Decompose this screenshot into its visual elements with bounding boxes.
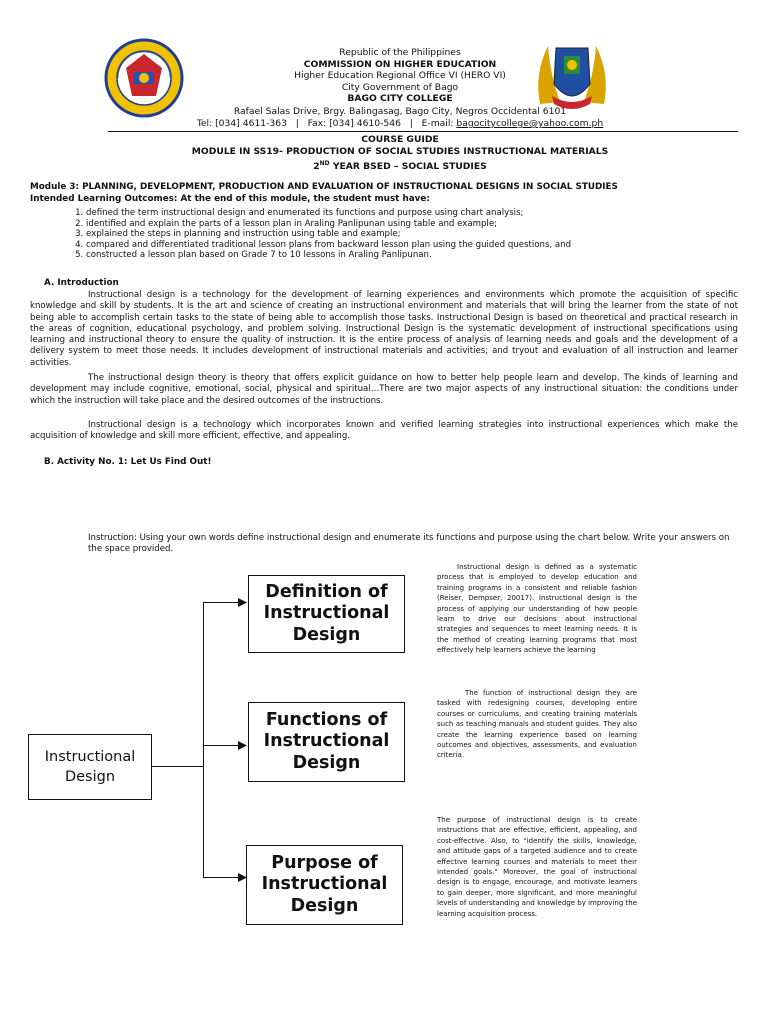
year-number: 2 bbox=[313, 160, 320, 172]
header-city-gov: City Government of Bago bbox=[341, 81, 459, 93]
header-ched: COMMISSION ON HIGHER EDUCATION bbox=[303, 58, 497, 70]
header-address: Rafael Salas Drive, Brgy. Balingasag, Bago City, Negros Occidental 6101 bbox=[233, 106, 567, 117]
section-b-heading: B. Activity No. 1: Let Us Find Out! bbox=[44, 457, 212, 467]
header-divider bbox=[108, 131, 738, 132]
intro-paragraph-3: Instructional design is a technology which incorporates known and verified learning strategies into instructional experiences which make the acquisition of knowledge and skill more efficient, effective, and appealing. bbox=[30, 420, 738, 442]
connector-root-horizontal bbox=[152, 766, 204, 767]
email-link[interactable]: bagocitycollege@yahoo.com.ph bbox=[456, 118, 604, 129]
contact-numbers: Tel: [034] 4611-363 | Fax: [034] 4610-546 | E-mail: bbox=[196, 118, 457, 129]
module-title: MODULE IN SS19- PRODUCTION OF SOCIAL STUDIES INSTRUCTIONAL MATERIALS bbox=[191, 146, 609, 157]
root-box-label: Instructional Design bbox=[44, 749, 136, 785]
outcome-item: 3. explained the steps in planning and instruction using table and example; bbox=[86, 229, 746, 240]
intro-paragraph-2: The instructional design theory is theory that offers explicit guidance on how to better help people learn and develop. The kinds of learning and development may include cognitive, emotional, social, physical and spiritual…There are two major aspects of any instructional situation: the conditions under which the instruction will take place and the desired outcomes of the instructions. bbox=[30, 373, 738, 406]
year-suffix: ND bbox=[319, 159, 330, 167]
root-box-instructional-design bbox=[28, 734, 152, 800]
header-college: BAGO CITY COLLEGE bbox=[347, 93, 453, 104]
header-contact bbox=[120, 118, 680, 130]
intro-paragraph-1: Instructional design is a technology for the development of learning experiences and environments which promote the acquisition of specific knowledge and skill by students. It is the art and science of creating an instructional environment and materials that will bring the learner from the state of not being able to accomplish certain tasks to the state of being able to accomplish those tasks. Instructional Design is based on theoretical and practical research in the areas of cognition, educational psychology, and problem solving. Instructional Design is the systematic development of instructional specifications using learning and instructional theory to ensure the quality of instruction. It is the entire process of analysis of learning needs and goals and the development of a delivery system to meet those needs. It includes development of instructional materials and activities; and tryout and evaluation of all instruction and learner activities. bbox=[30, 290, 738, 368]
arrowhead-icon bbox=[238, 741, 248, 750]
box-definition-label: Definition of Instructional Design bbox=[263, 581, 390, 645]
box-purpose-label: Purpose of Instructional Design bbox=[261, 852, 388, 916]
year-level bbox=[150, 158, 650, 173]
connector-to-box3 bbox=[203, 877, 241, 878]
outcome-item: 2. identified and explain the parts of a lesson plan in Araling Panlipunan using table and example; bbox=[86, 219, 746, 230]
connector-to-box2 bbox=[203, 745, 241, 746]
header-hero: Higher Education Regional Office VI (HERO VI) bbox=[294, 70, 506, 81]
answer-definition: Instructional design is defined as a systematic process that is employed to develop education and training programs in a consistent and reliable fashion (Reiser, Dempser, 20017). Instructional design is the process of applying our understanding of how people learn to drive our decisions about instructional strategies and sequences to meet learning needs. It is the method of creating learning programs that most effectively help learners achieve the learning bbox=[437, 563, 637, 655]
box-purpose bbox=[246, 845, 403, 925]
box-functions-label: Functions of Instructional Design bbox=[263, 709, 390, 773]
outcome-item: 4. compared and differentiated traditional lesson plans from backward lesson plan using the guided questions, and bbox=[86, 240, 746, 251]
year-program: YEAR BSED – SOCIAL STUDIES bbox=[329, 160, 487, 172]
box-functions bbox=[248, 702, 405, 782]
outcomes-heading: Intended Learning Outcomes: At the end of this module, the student must have: bbox=[30, 194, 430, 204]
learning-outcomes-list bbox=[58, 208, 746, 261]
answer-functions: The function of instructional design they are tasked with redesigning courses, developing entire courses or curriculums, and creating training materials such as teaching manuals and student guides. They also create the learning experience based on learning outcomes and objectives, assessments, and evaluation criteria. bbox=[437, 689, 637, 760]
answer-purpose: The purpose of instructional design is to create instructions that are effective, efficient, appealing, and cost-effective. Also, to "identify the skills, knowledge, and attitude gaps of a targeted audience and to create effective learning courses and materials to meet their intended goals." Moreover, the goal of instructional design is to engage, encourage, and motivate learners to gain deeper, more significant, and more meaningful levels of understanding and knowledge by improving the learning acquisition process. bbox=[437, 816, 637, 918]
outcome-item: 5. constructed a lesson plan based on Grade 7 to 10 lessons in Araling Panlipunan. bbox=[86, 250, 746, 261]
box-definition bbox=[248, 575, 405, 653]
activity-instruction: Instruction: Using your own words define instructional design and enumerate its functions and purpose using the chart below. Write your answers on the space provided. bbox=[88, 533, 730, 555]
outcome-item: 1. defined the term instructional design and enumerated its functions and purpose using chart analysis; bbox=[86, 208, 746, 219]
module-heading: Module 3: PLANNING, DEVELOPMENT, PRODUCTION AND EVALUATION OF INSTRUCTIONAL DESIGNS IN SOCIAL STUDIES bbox=[30, 182, 618, 192]
course-guide-title: COURSE GUIDE bbox=[361, 134, 439, 145]
section-a-heading: A. Introduction bbox=[44, 278, 119, 288]
connector-to-box1 bbox=[203, 602, 241, 603]
connector-vertical bbox=[203, 602, 204, 878]
arrowhead-icon bbox=[238, 598, 248, 607]
header-republic: Republic of the Philippines bbox=[339, 47, 461, 58]
